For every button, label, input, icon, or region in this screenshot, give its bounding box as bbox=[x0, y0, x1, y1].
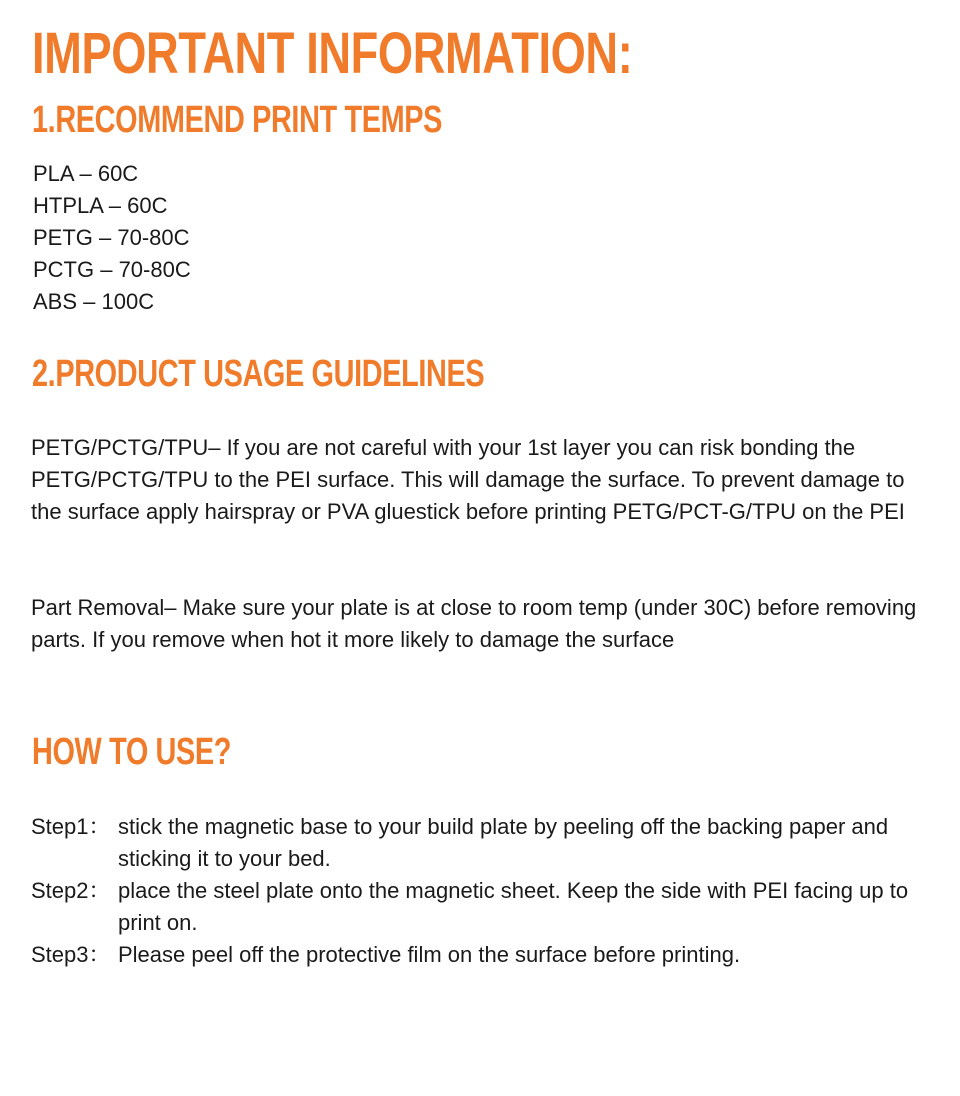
step-item bbox=[31, 811, 936, 875]
steps-list bbox=[31, 811, 936, 971]
temp-item-petg: PETG – 70-80C bbox=[33, 225, 190, 250]
step-item bbox=[31, 939, 936, 971]
section-heading-print-temps: 1.RECOMMEND PRINT TEMPS bbox=[32, 99, 443, 141]
step-label: Step2： bbox=[31, 878, 111, 903]
guideline-paragraph-part-removal: Part Removal– Make sure your plate is at close to room temp (under 30C) before removing parts. If you remove when hot it more likely to damage the surface bbox=[31, 595, 917, 652]
temp-item-htpla: HTPLA – 60C bbox=[33, 193, 168, 218]
guideline-paragraph-petg: PETG/PCTG/TPU– If you are not careful with your 1st layer you can risk bonding the PETG/PCTG/TPU to the PEI surface. This will damage the surface. To prevent damage to the surface apply hairspray or PVA gluestick before printing PETG/PCT-G/TPU on the PEI bbox=[31, 435, 905, 524]
temp-item-pla: PLA – 60C bbox=[33, 161, 139, 186]
section-heading-usage-guidelines: 2.PRODUCT USAGE GUIDELINES bbox=[32, 353, 485, 395]
temp-item-pctg: PCTG – 70-80C bbox=[33, 257, 191, 282]
temp-item-abs: ABS – 100C bbox=[33, 289, 155, 314]
section-heading-how-to-use: HOW TO USE? bbox=[32, 731, 232, 773]
step-label: Step1： bbox=[31, 814, 111, 839]
step-text: stick the magnetic base to your build plate by peeling off the backing paper and sticking it to your bed. bbox=[118, 814, 889, 871]
step-item bbox=[31, 875, 936, 939]
step-label: Step3： bbox=[31, 942, 111, 967]
step-text: place the steel plate onto the magnetic sheet. Keep the side with PEI facing up to print on. bbox=[118, 878, 909, 935]
temperature-list bbox=[33, 158, 191, 318]
step-text: Please peel off the protective film on the surface before printing. bbox=[118, 942, 741, 967]
page-title: IMPORTANT INFORMATION: bbox=[32, 21, 633, 86]
